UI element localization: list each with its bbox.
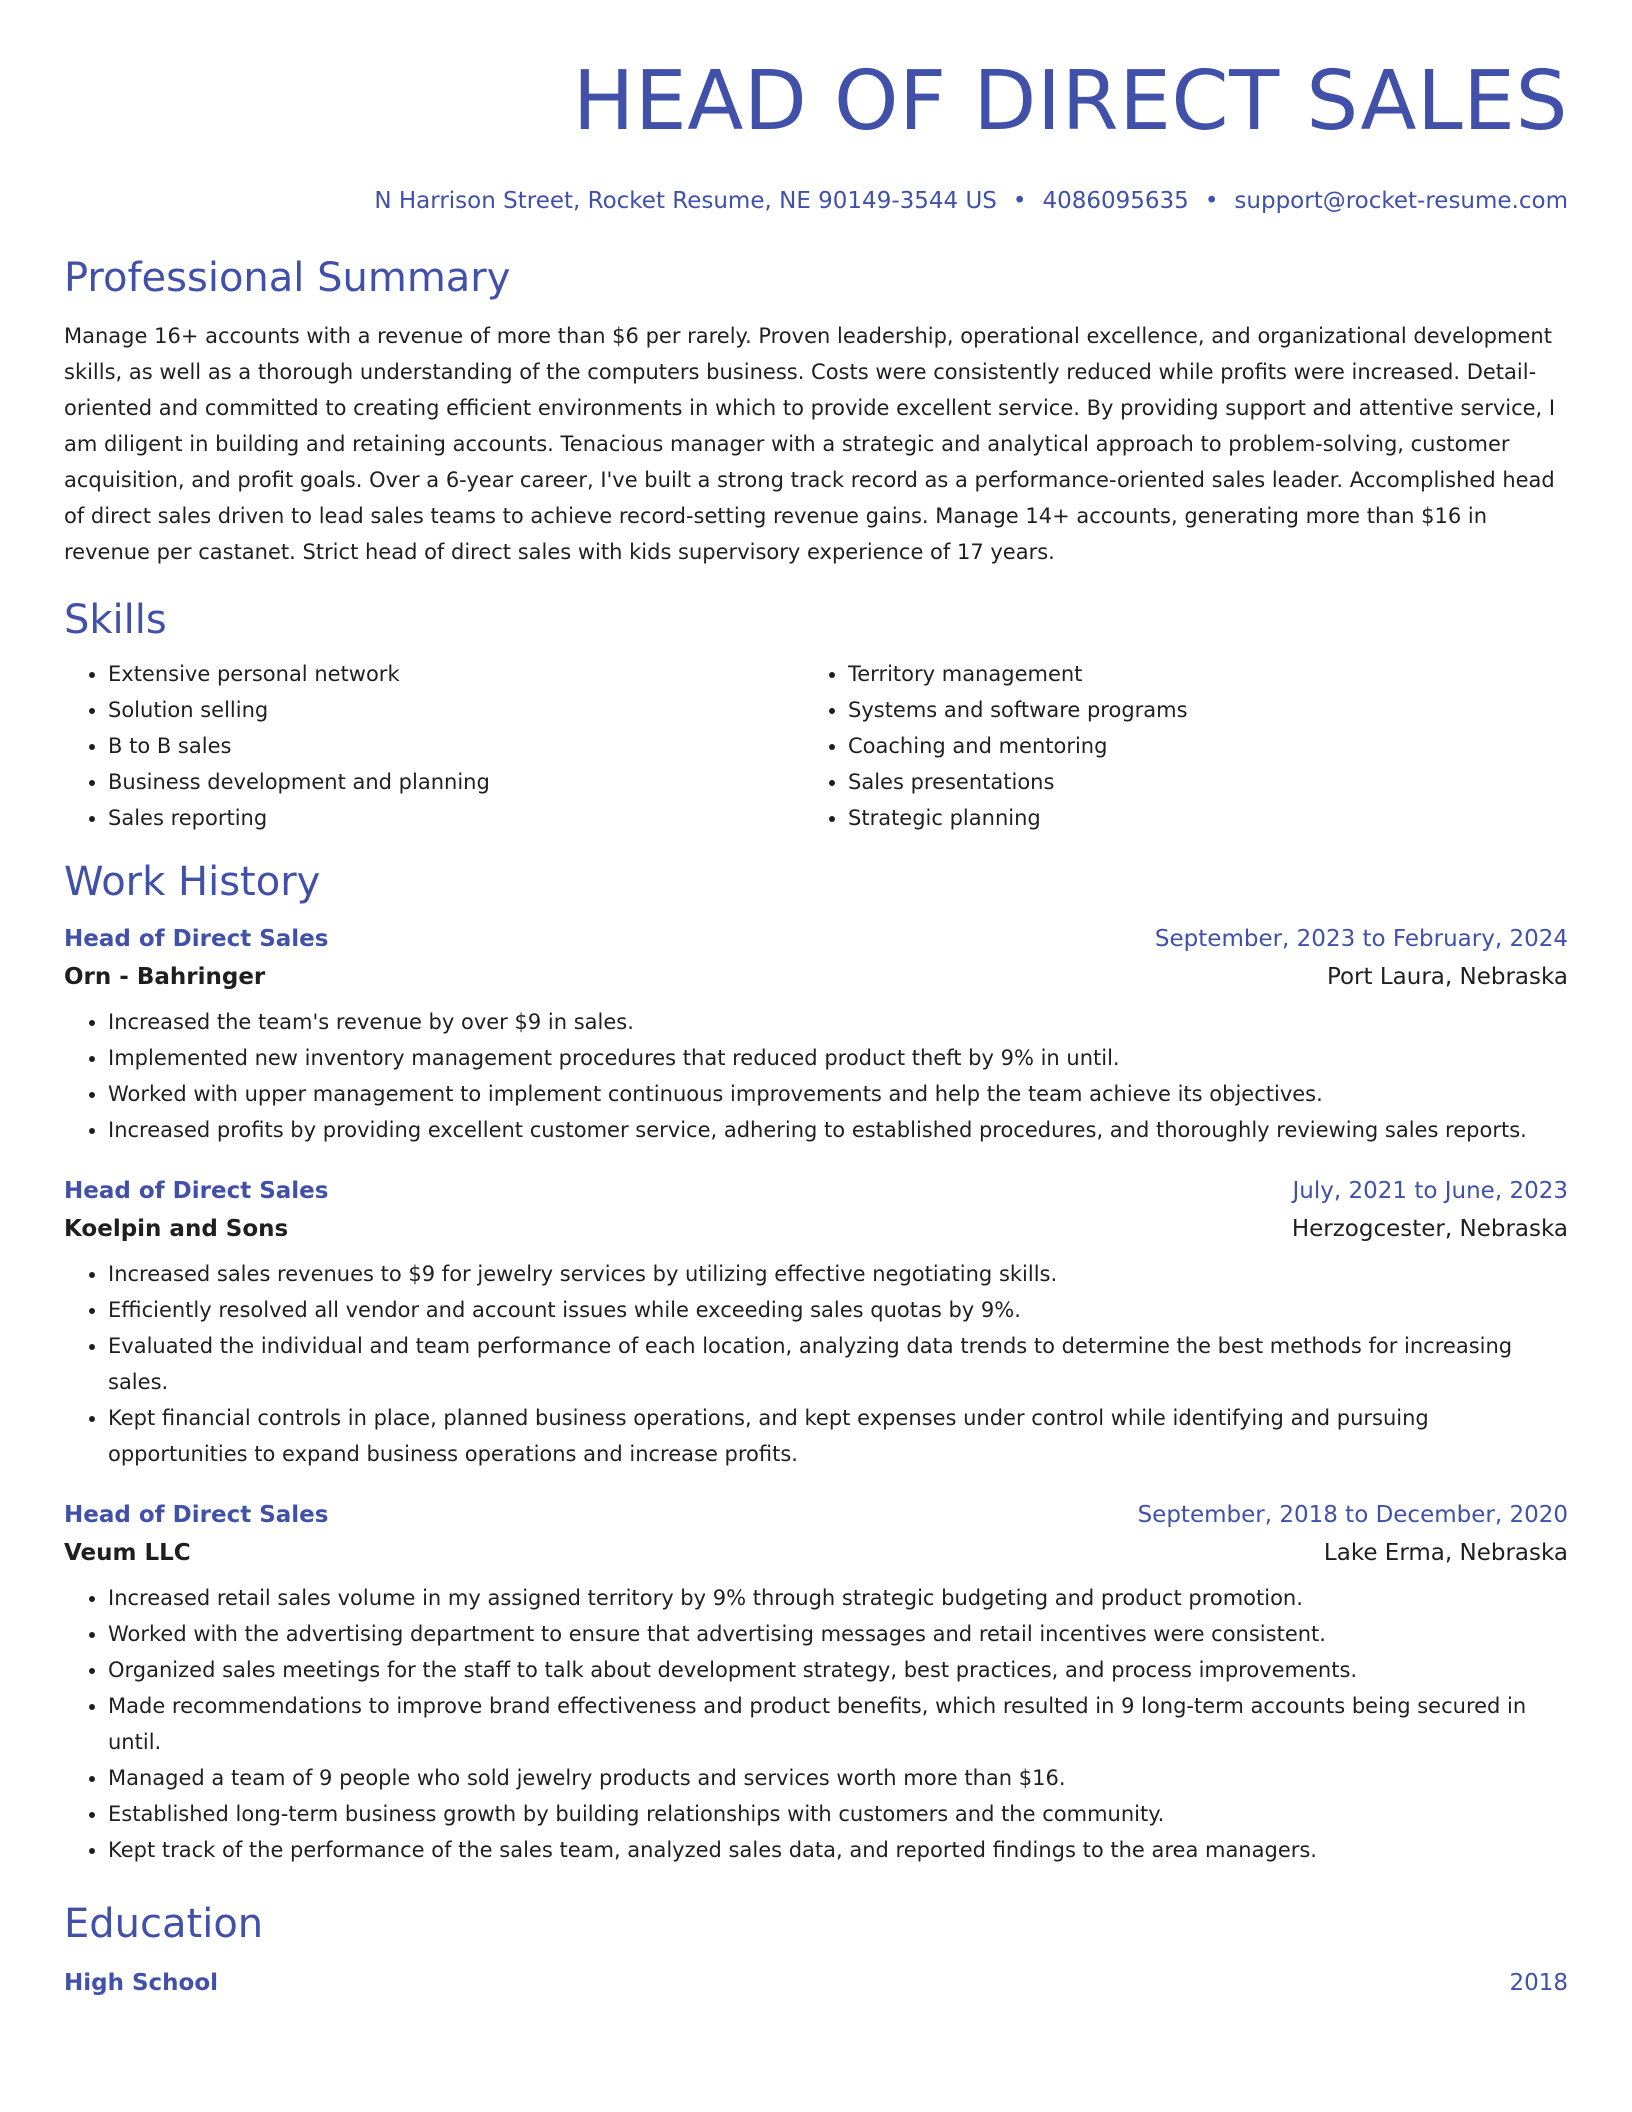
job-bullet: • Established long-term business growth by building relationships with customers and the community. <box>108 1796 1568 1832</box>
job-bullets <box>64 1256 1568 1472</box>
job-bullet: • Made recommendations to improve brand effectiveness and product benefits, which resulted in 9 long-term accounts being secured in until. <box>108 1688 1568 1760</box>
summary-heading: Professional Summary <box>64 255 511 301</box>
contact-line <box>64 186 1568 216</box>
job-title-row <box>64 920 1568 958</box>
contact-email: support@rocket-resume.com <box>1234 188 1568 214</box>
job-dates: July, 2021 to June, 2023 <box>1292 1178 1568 1204</box>
job-bullet: • Kept track of the performance of the sales team, analyzed sales data, and reported findings to the area managers. <box>108 1832 1568 1868</box>
skill-item: • Extensive personal network <box>108 656 804 692</box>
job-bullet: • Increased the team's revenue by over $9 in sales. <box>108 1004 1568 1040</box>
contact-address: N Harrison Street, Rocket Resume, NE 90149-3544 US <box>374 188 997 214</box>
job-company-row <box>64 1210 1568 1248</box>
work-history-heading: Work History <box>64 859 321 905</box>
job-entry <box>64 920 1568 1148</box>
resume-name: HEAD OF DIRECT SALES <box>572 54 1568 149</box>
resume-header <box>64 0 1568 216</box>
job-entry <box>64 1496 1568 1868</box>
job-bullet: • Increased profits by providing excellent customer service, adhering to established procedures, and thoroughly reviewing sales reports. <box>108 1112 1568 1148</box>
education-degree: High School <box>64 1970 219 1996</box>
summary-text: Manage 16+ accounts with a revenue of more than $6 per rarely. Proven leadership, operational excellence, and organizational development skills, as well as a thorough understanding of the computers business. Costs were consistently reduced while profits were increased. Detail-oriented and committed to creating efficient environments in which to provide excellent service. By providing support and attentive service, I am diligent in building and retaining accounts. Tenacious manager with a strategic and analytical approach to problem-solving, customer acquisition, and profit goals. Over a 6-year career, I've built a strong track record as a performance-oriented sales leader. Accomplished head of direct sales driven to lead sales teams to achieve record-setting revenue gains. Manage 14+ accounts, generating more than $16 in revenue per castanet. Strict head of direct sales with kids supervisory experience of 17 years. <box>64 324 1556 564</box>
skills-column-right <box>804 656 1544 836</box>
job-bullet: • Implemented new inventory management procedures that reduced product theft by 9% in until. <box>108 1040 1568 1076</box>
job-company: Veum LLC <box>64 1540 191 1566</box>
job-bullet: • Managed a team of 9 people who sold jewelry products and services worth more than $16. <box>108 1760 1568 1796</box>
job-entry <box>64 1172 1568 1472</box>
skill-item: • Systems and software programs <box>848 692 1544 728</box>
skill-item: • Strategic planning <box>848 800 1544 836</box>
skill-item: • Sales presentations <box>848 764 1544 800</box>
job-location: Port Laura, Nebraska <box>1326 964 1568 990</box>
skill-item: • Coaching and mentoring <box>848 728 1544 764</box>
job-bullet: • Efficiently resolved all vendor and account issues while exceeding sales quotas by 9%. <box>108 1292 1568 1328</box>
contact-phone: 4086095635 <box>1042 188 1189 214</box>
job-bullet: • Increased sales revenues to $9 for jewelry services by utilizing effective negotiating skills. <box>108 1256 1568 1292</box>
job-dates: September, 2023 to February, 2024 <box>1154 926 1568 952</box>
job-location: Herzogcester, Nebraska <box>1291 1216 1568 1242</box>
skills-list <box>64 656 1568 836</box>
job-title: Head of Direct Sales <box>64 1502 329 1528</box>
skill-item: • Territory management <box>848 656 1544 692</box>
education-heading: Education <box>64 1901 264 1947</box>
job-bullet: • Worked with the advertising department to ensure that advertising messages and retail incentives were consistent. <box>108 1616 1568 1652</box>
job-title-row <box>64 1172 1568 1210</box>
job-bullets <box>64 1580 1568 1868</box>
skill-item: • B to B sales <box>108 728 804 764</box>
job-title: Head of Direct Sales <box>64 926 329 952</box>
job-title: Head of Direct Sales <box>64 1178 329 1204</box>
contact-separator: • <box>1012 188 1027 214</box>
job-bullet: • Organized sales meetings for the staff to talk about development strategy, best practices, and process improvements. <box>108 1652 1568 1688</box>
job-bullet: • Increased retail sales volume in my assigned territory by 9% through strategic budgeting and product promotion. <box>108 1580 1568 1616</box>
skills-column-left <box>64 656 804 836</box>
job-bullet: • Kept financial controls in place, planned business operations, and kept expenses under control while identifying and pursuing opportunities to expand business operations and increase profits. <box>108 1400 1568 1472</box>
job-location: Lake Erma, Nebraska <box>1323 1540 1568 1566</box>
skills-heading: Skills <box>64 597 167 643</box>
job-dates: September, 2018 to December, 2020 <box>1137 1502 1568 1528</box>
job-title-row <box>64 1496 1568 1534</box>
job-bullet: • Evaluated the individual and team performance of each location, analyzing data trends to determine the best methods for increasing sales. <box>108 1328 1568 1400</box>
job-bullet: • Worked with upper management to implement continuous improvements and help the team achieve its objectives. <box>108 1076 1568 1112</box>
job-company-row <box>64 1534 1568 1572</box>
education-entry <box>64 1964 1568 2002</box>
job-company: Koelpin and Sons <box>64 1216 289 1242</box>
job-company: Orn - Bahringer <box>64 964 266 990</box>
job-bullets <box>64 1004 1568 1148</box>
skill-item: • Business development and planning <box>108 764 804 800</box>
job-company-row <box>64 958 1568 996</box>
contact-separator: • <box>1204 188 1219 214</box>
skill-item: • Sales reporting <box>108 800 804 836</box>
education-year: 2018 <box>1509 1970 1568 1996</box>
skill-item: • Solution selling <box>108 692 804 728</box>
